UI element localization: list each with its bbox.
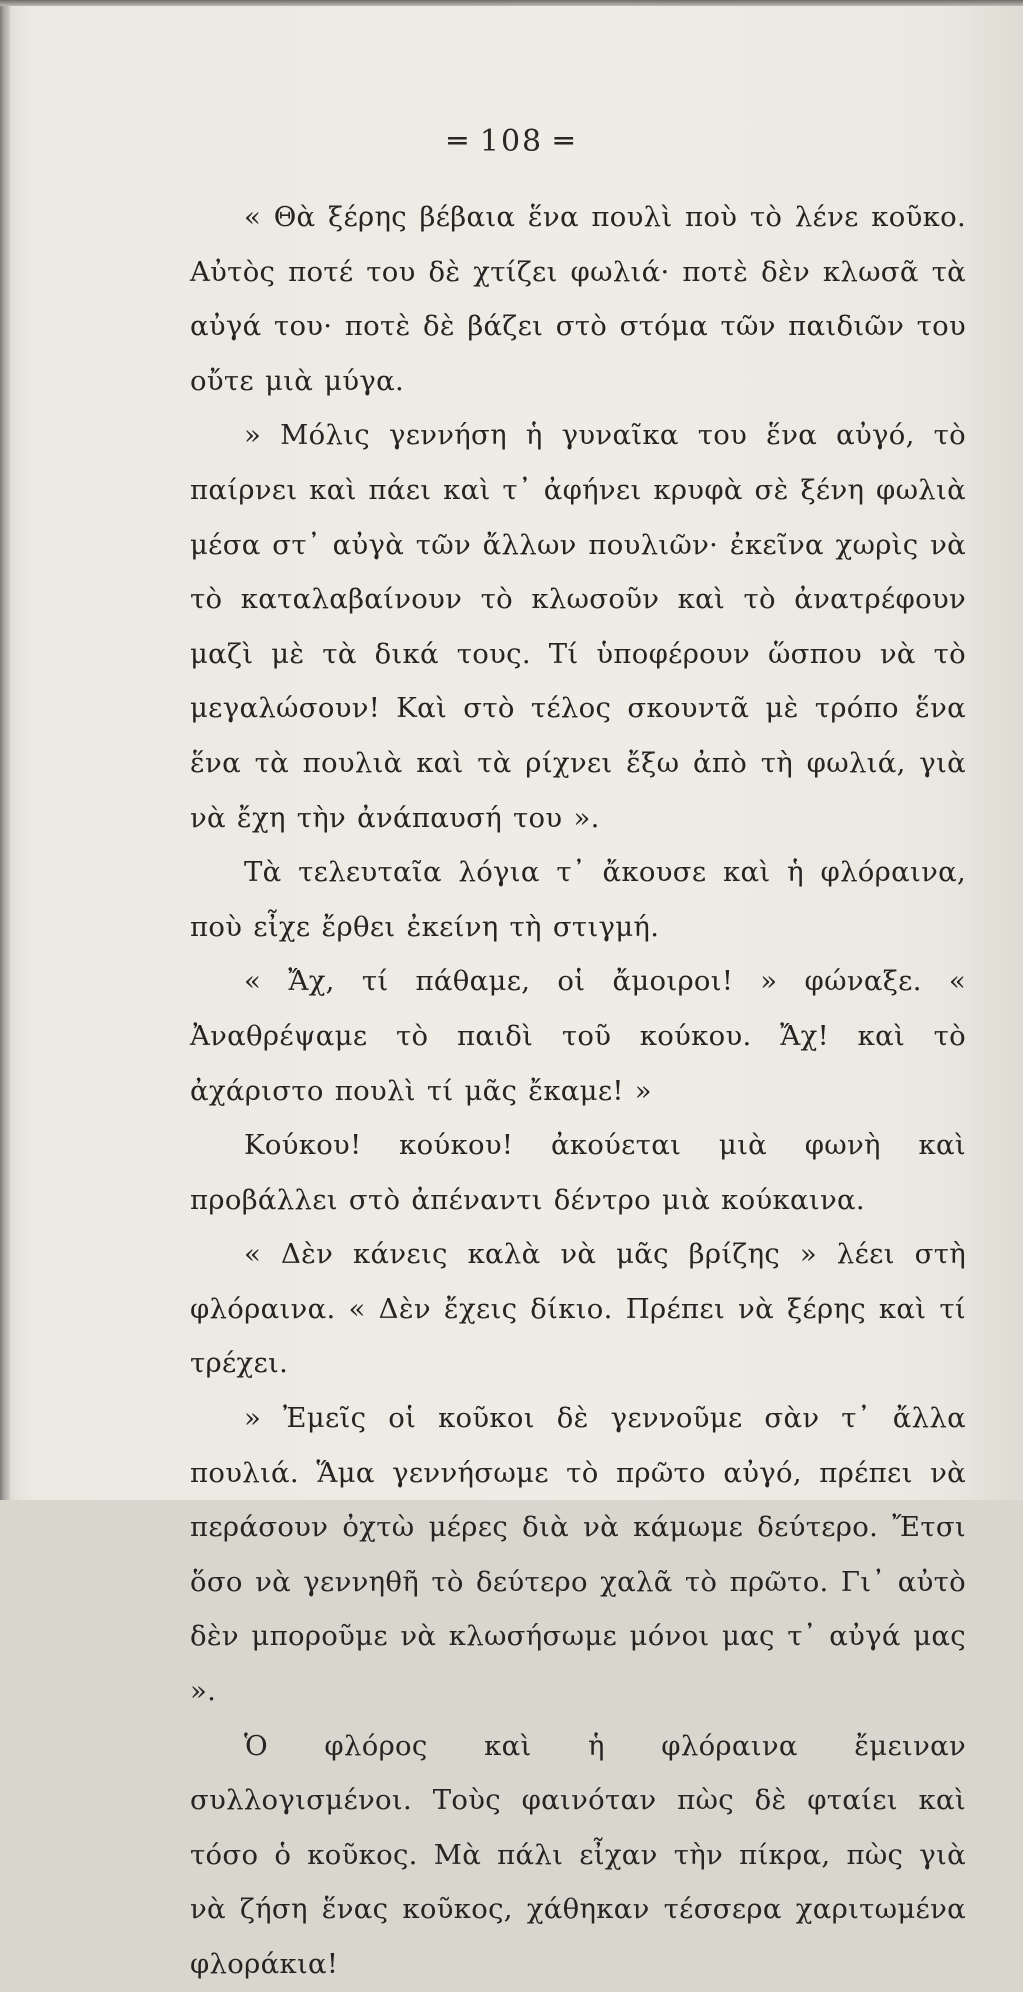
page-number: ═ 108 ═: [448, 124, 575, 159]
paragraph: « Δὲν κάνεις καλὰ νὰ μᾶς βρίζης » λέει στὴ φλόραινα. « Δὲν ἔχεις δίκιο. Πρέπει νὰ ξέρης καὶ τί τρέχει.: [190, 1238, 966, 1380]
paragraph: Τὰ τελευταῖα λόγια τ᾽ ἄκουσε καὶ ἡ φλόραινα, ποὺ εἶχε ἔρθει ἐκείνη τὴ στιγμή.: [190, 856, 966, 943]
paragraph: » Μόλις γεννήση ἡ γυναῖκα του ἕνα αὐγό, τὸ παίρνει καὶ πάει καὶ τ᾽ ἀφήνει κρυφὰ σὲ ξένη φωλιὰ μέσα στ᾽ αὐγὰ τῶν ἄλλων πουλιῶν· ἐκεῖνα χωρὶς νὰ τὸ καταλαβαίνουν τὸ κλωσοῦν καὶ τὸ ἀνατρέφουν μαζὶ μὲ τὰ δικά τους. Τί ὑποφέρουν ὥσπου νὰ τὸ μεγαλώσουν! Καὶ στὸ τέλος σκουντᾶ μὲ τρόπο ἕνα ἕνα τὰ πουλιὰ καὶ τὰ ρίχνει ἔξω ἀπὸ τὴ φωλιά, γιὰ νὰ ἔχη τὴν ἀνάπαυσή του ».: [190, 419, 966, 834]
page-top-edge: [0, 0, 1023, 6]
paragraph: Κούκου! κούκου! ἀκούεται μιὰ φωνὴ καὶ προβάλλει στὸ ἀπέναντι δέντρο μιὰ κούκαινα.: [190, 1129, 966, 1216]
page-binding-edge: [0, 0, 10, 1500]
paragraph: » Ἐμεῖς οἱ κοῦκοι δὲ γεννοῦμε σὰν τ᾽ ἄλλα πουλιά. Ἅμα γεννήσωμε τὸ πρῶτο αὐγό, πρέπει νὰ περάσουν ὀχτὼ μέρες διὰ νὰ κάμωμε δεύτερο. Ἔτσι ὅσο νὰ γεννηθῆ τὸ δεύτερο χαλᾶ τὸ πρῶτο. Γι᾽ αὐτὸ δὲν μποροῦμε νὰ κλωσήσωμε μόνοι μας τ᾽ αὐγά μας ».: [190, 1402, 966, 1708]
paragraph: « Ἄχ, τί πάθαμε, οἱ ἄμοιροι! » φώναξε. « Ἀναθρέψαμε τὸ παιδὶ τοῦ κούκου. Ἄχ! καὶ τὸ ἀχάριστο πουλὶ τί μᾶς ἔκαμε! »: [190, 965, 966, 1107]
body-text: [190, 190, 966, 1992]
paragraph: Ὁ φλόρος καὶ ἡ φλόραινα ἔμειναν συλλογισμένοι. Τοὺς φαινόταν πὼς δὲ φταίει καὶ τόσο ὁ κοῦκος. Μὰ πάλι εἶχαν τὴν πίκρα, πὼς γιὰ νὰ ζήση ἕνας κοῦκος, χάθηκαν τέσσερα χαριτωμένα φλοράκια!: [190, 1729, 966, 1980]
paragraph: « Θὰ ξέρης βέβαια ἕνα πουλὶ ποὺ τὸ λένε κοῦκο. Αὐτὸς ποτέ του δὲ χτίζει φωλιά· ποτὲ δὲν κλωσᾶ τὰ αὐγά του· ποτὲ δὲ βάζει στὸ στόμα τῶν παιδιῶν του οὔτε μιὰ μύγα.: [190, 201, 966, 397]
